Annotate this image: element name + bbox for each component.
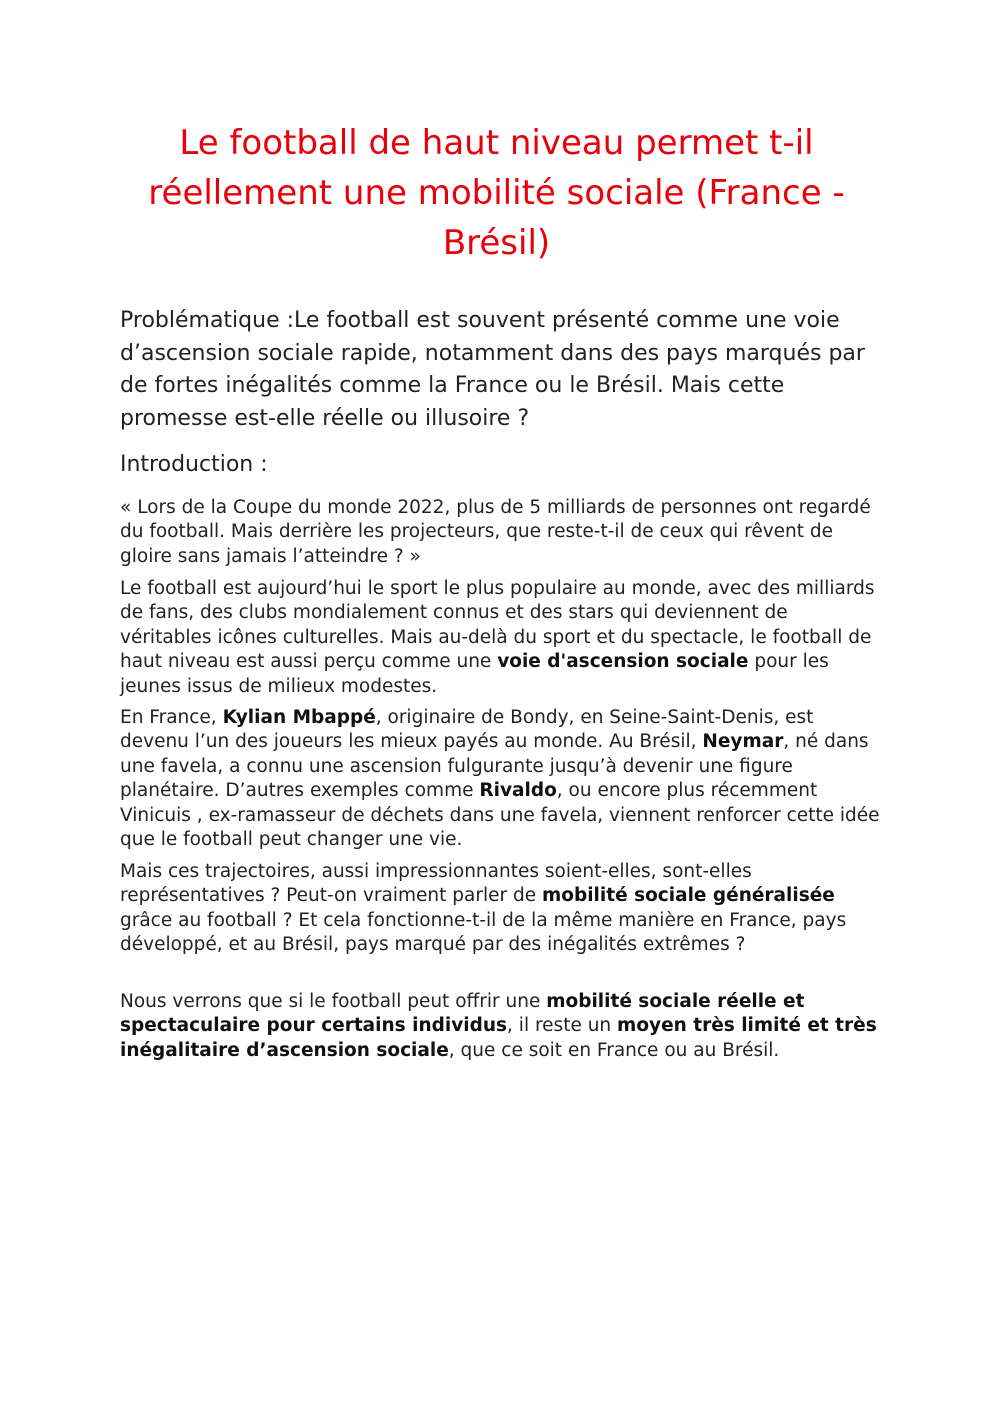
text-run: pour les jeunes issus de milieux modestes.: [120, 651, 829, 697]
text-run: Le football est aujourd’hui le sport le plus populaire au monde, avec des milliards de fans, des clubs mondialement connus et des stars qui deviennent de véritables icônes culturelles. Mais au-delà du sport et du spectacle, le football de haut niveau est aussi perçu comme une: [120, 578, 875, 673]
document-title: Le football de haut niveau permet t-il réellement une mobilité sociale (France - Brésil): [148, 123, 845, 263]
introduction-heading: Introduction :: [120, 452, 268, 477]
problematique-paragraph: Problématique :Le football est souvent présenté comme une voie d’ascension sociale rapide, notamment dans des pays marqués par de fortes inégalités comme la France ou le Brésil. Mais cette promesse est-elle réelle ou illusoire ?: [120, 308, 865, 431]
bold-text: moyen très limité et très inégalitaire d’ascension sociale: [120, 1015, 877, 1061]
text-run: , ou encore plus récemment Vinicuis , ex-ramasseur de déchets dans une favela, viennent renforcer cette idée que le football peut changer une vie.: [120, 780, 880, 851]
text-run: , il reste un: [507, 1015, 618, 1037]
bold-text: mobilité sociale réelle et spectaculaire pour certains individus: [120, 991, 805, 1037]
intro-paragraph-5: [120, 990, 880, 1063]
intro-paragraph-3: [120, 706, 880, 852]
bold-text: Kylian Mbappé: [222, 707, 376, 728]
bold-text: Rivaldo: [479, 780, 557, 802]
text-run: En France,: [120, 707, 223, 728]
intro-paragraph-4: [120, 860, 880, 958]
text-run: grâce au football ? Et cela fonctionne-t-il de la même manière en France, pays développé, et au Brésil, pays marqué par des inégalités extrêmes ?: [120, 909, 847, 956]
text-run: , né dans une favela, a connu une ascension fulgurante jusqu’à devenir une figure planétaire. D’autres exemples comme: [120, 731, 869, 802]
intro-quote-paragraph: « Lors de la Coupe du monde 2022, plus de 5 milliards de personnes ont regardé du football. Mais derrière les projecteurs, que reste-t-il de ceux qui rêvent de gloire sans jamais l’atteindre ? »: [120, 497, 871, 567]
text-run: Mais ces trajectoires, aussi impressionnantes soient-elles, sont-elles représentatives ? Peut-on vraiment parler de: [120, 861, 752, 907]
text-run: , originaire de Bondy, en Seine-Saint-Denis, est devenu l’un des joueurs les mieux payés au monde. Au Brésil,: [120, 707, 814, 753]
intro-paragraph-2: [120, 577, 880, 699]
bold-text: Neymar: [702, 731, 784, 753]
bold-text: mobilité sociale généralisée: [541, 885, 835, 907]
bold-text: voie d'ascension sociale: [497, 651, 749, 673]
text-run: , que ce soit en France ou au Brésil.: [448, 1039, 780, 1061]
text-run: Nous verrons que si le football peut offrir une: [120, 991, 547, 1012]
